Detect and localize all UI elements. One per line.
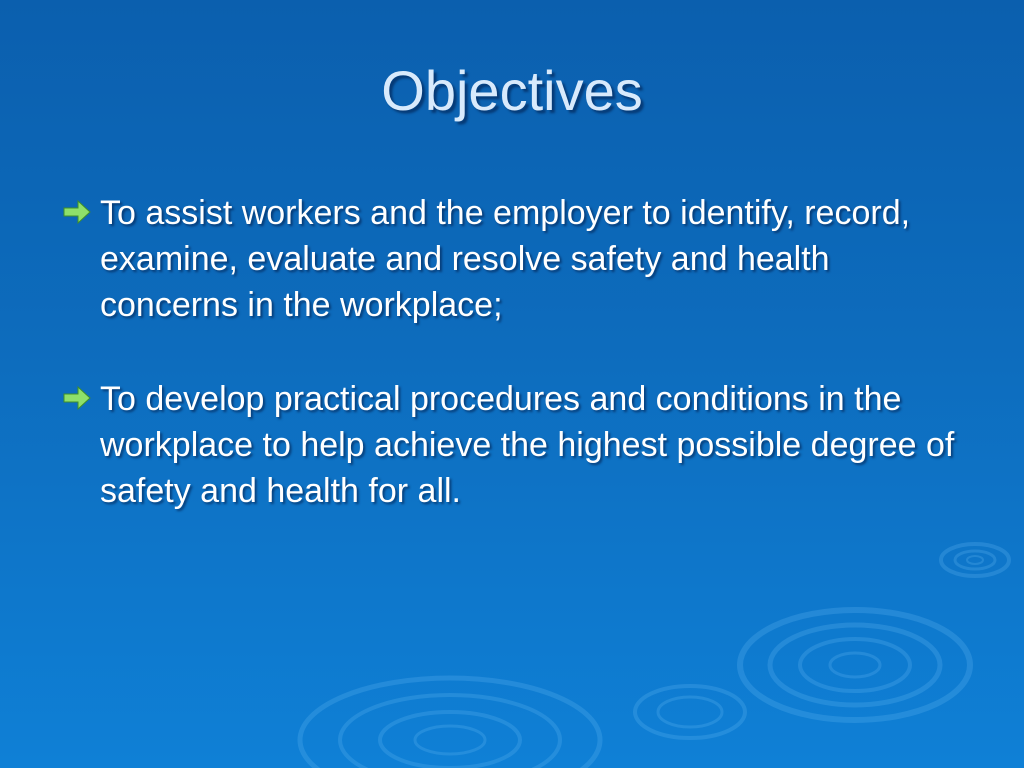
bullet-item	[60, 190, 960, 328]
arrow-right-icon	[62, 199, 92, 225]
bullet-text: To develop practical procedures and conditions in the workplace to help achieve the highest possible degree of safety and health for all.	[100, 380, 955, 510]
arrow-right-icon	[62, 385, 92, 411]
bullet-item	[60, 376, 960, 514]
bullet-text: To assist workers and the employer to identify, record, examine, evaluate and resolve safety and health concerns in the workplace;	[100, 194, 911, 324]
slide-title: Objectives	[381, 59, 643, 122]
bullet-list	[60, 190, 960, 562]
